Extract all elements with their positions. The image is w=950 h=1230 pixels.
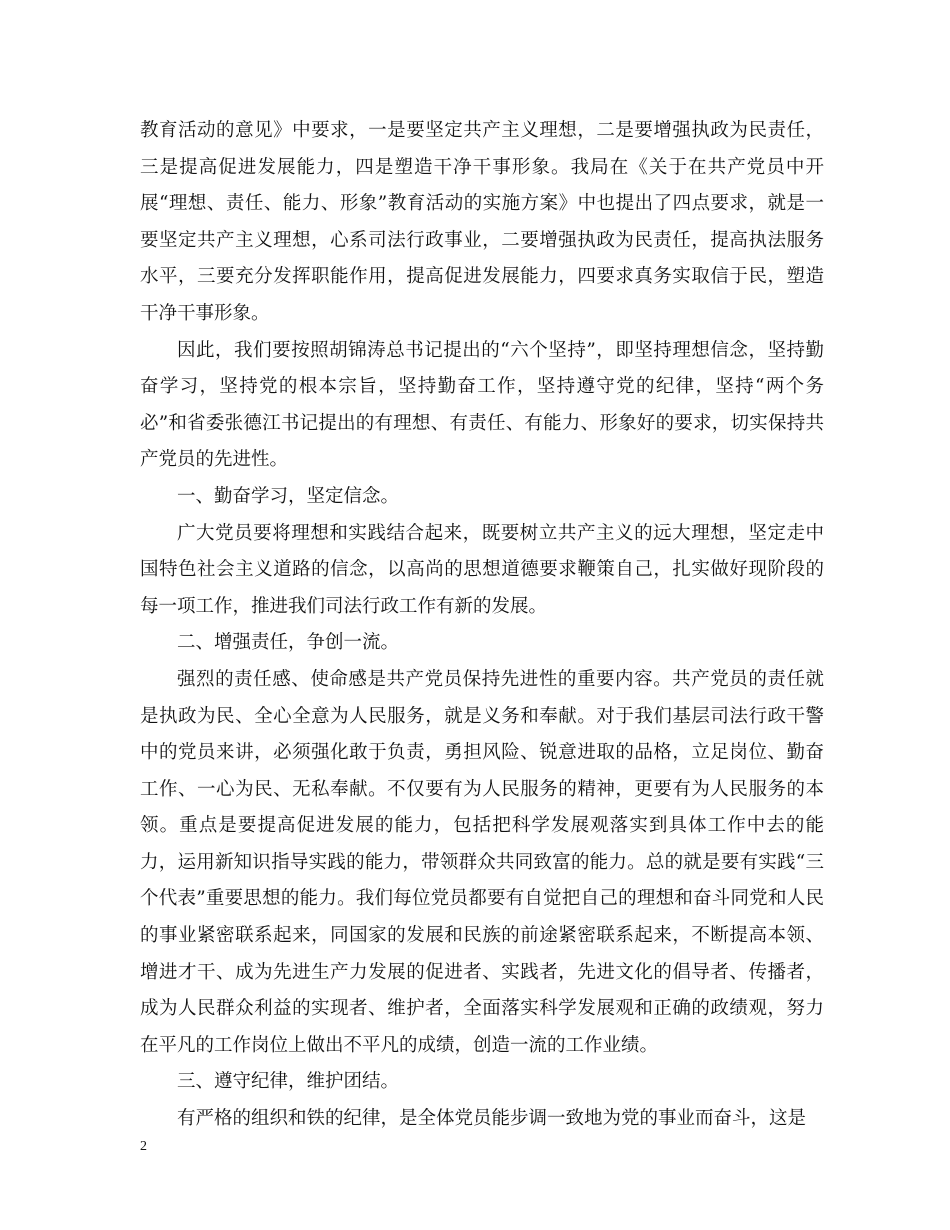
body-text bbox=[140, 113, 824, 1138]
paragraph: 有严格的组织和铁的纪律，是全体党员能步调一致地为党的事业而奋斗，这是 bbox=[177, 1108, 807, 1130]
page-number: 2 bbox=[140, 1139, 147, 1154]
paragraph: 强烈的责任感、使命感是共产党员保持先进性的重要内容。共产党员的责任就是执政为民、全心全意为人民服务，就是义务和奉献。对于我们基层司法行政干警中的党员来讲，必须强化敢于负责，勇担风险、锐意进取的品格，立足岗位、勤奋工作、一心为民、无私奉献。不仅要有为人民服务的精神，更要有为人民服务的本领。重点是要提高促进发展的能力，包括把科学发展观落实到具体工作中去的能力，运用新知识指导实践的能力，带领群众共同致富的能力。总的就是要有实践“三个代表”重要思想的能力。我们每位党员都要有自觉把自己的理想和奋斗同党和人民的事业紧密联系起来，同国家的发展和民族的前途紧密联系起来，不断提高本领、增进才干、成为先进生产力发展的促进者、实践者，先进文化的倡导者、传播者，成为人民群众利益的实现者、维护者，全面落实科学发展观和正确的政绩观，努力在平凡的工作岗位上做出不平凡的成绩，创造一流的工作业绩。 bbox=[140, 668, 824, 1056]
section-heading: 一、勤奋学习，坚定信念。 bbox=[177, 485, 400, 507]
paragraph: 因此，我们要按照胡锦涛总书记提出的“六个坚持”，即坚持理想信念，坚持勤奋学习，坚持党的根本宗旨，坚持勤奋工作，坚持遵守党的纪律，坚持“两个务必”和省委张德江书记提出的有理想、有责任、有能力、形象好的要求，切实保持共产党员的先进性。 bbox=[140, 339, 824, 471]
section-heading: 二、增强责任，争创一流。 bbox=[177, 632, 400, 654]
paragraph: 广大党员要将理想和实践结合起来，既要树立共产主义的远大理想，坚定走中国特色社会主义道路的信念，以高尚的思想道德要求鞭策自己，扎实做好现阶段的每一项工作，推进我们司法行政工作有新的发展。 bbox=[140, 522, 824, 617]
paragraph: 教育活动的意见》中要求，一是要坚定共产主义理想，二是要增强执政为民责任，三是提高促进发展能力，四是塑造干净干事形象。我局在《关于在共产党员中开展“理想、责任、能力、形象”教育活动的实施方案》中也提出了四点要求，就是一要坚定共产主义理想，心系司法行政事业，二要增强执政为民责任，提高执法服务水平，三要充分发挥职能作用，提高促进发展能力，四要求真务实取信于民，塑造干净干事形象。 bbox=[140, 120, 824, 324]
section-heading: 三、遵守纪律，维护团结。 bbox=[177, 1071, 400, 1093]
